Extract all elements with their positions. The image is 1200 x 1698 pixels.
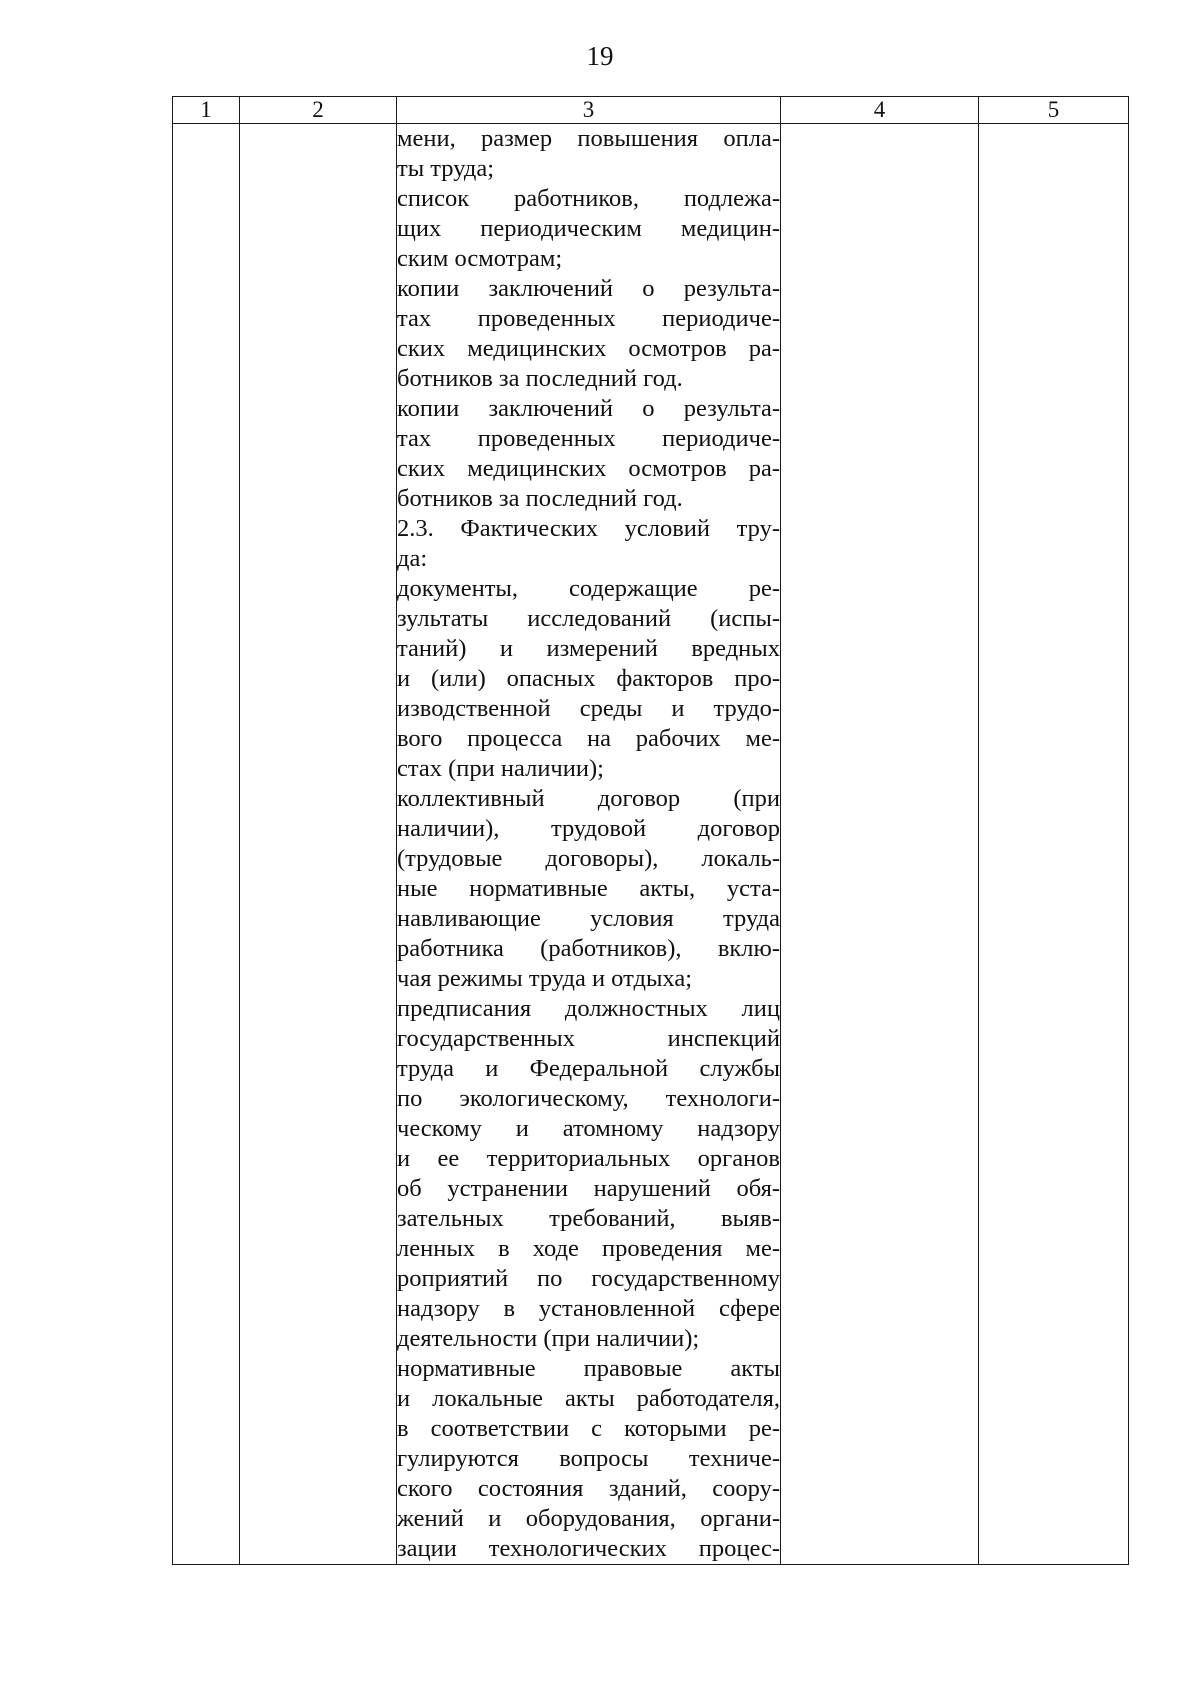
text-line: ским осмотрам; bbox=[397, 245, 563, 272]
text-line: деятельности (при наличии); bbox=[397, 1325, 700, 1352]
text-line: труда и Федеральной службы bbox=[397, 1055, 780, 1082]
header-col-2: 2 bbox=[240, 97, 397, 124]
text-line: предписания должностных лиц bbox=[397, 995, 780, 1022]
header-col-3: 3 bbox=[397, 97, 781, 124]
text-line: надзору в установленной сфере bbox=[397, 1295, 780, 1322]
page-number: 19 bbox=[586, 41, 614, 71]
text-line: чая режимы труда и отдыха; bbox=[397, 965, 693, 992]
text-line: об устранении нарушений обя- bbox=[397, 1175, 780, 1202]
text-line: ских медицинских осмотров ра- bbox=[397, 335, 780, 362]
cell-col-2 bbox=[240, 124, 397, 1565]
cell-col-1 bbox=[173, 124, 240, 1565]
text-line: ные нормативные акты, уста- bbox=[397, 875, 780, 902]
text-line: таний) и измерений вредных bbox=[397, 635, 780, 662]
document-table bbox=[172, 96, 1129, 1565]
text-line: коллективный договор (при bbox=[397, 785, 780, 812]
text-line: зательных требований, выяв- bbox=[397, 1205, 780, 1232]
text-line: наличии), трудовой договор bbox=[397, 815, 780, 842]
text-line: ботников за последний год. bbox=[397, 365, 683, 392]
cell-col-3-text bbox=[397, 124, 781, 1565]
text-line: щих периодическим медицин- bbox=[397, 215, 780, 242]
text-line: и локальные акты работодателя, bbox=[397, 1385, 780, 1412]
text-line: вого процесса на рабочих ме- bbox=[397, 725, 780, 752]
text-line: ботников за последний год. bbox=[397, 485, 683, 512]
text-line: и ее территориальных органов bbox=[397, 1145, 780, 1172]
text-line: ты труда; bbox=[397, 155, 495, 182]
text-line: ленных в ходе проведения ме- bbox=[397, 1235, 780, 1262]
text-line: зации технологических процес- bbox=[397, 1535, 780, 1562]
text-line: (трудовые договоры), локаль- bbox=[397, 845, 780, 872]
text-line: государственных инспекций bbox=[397, 1025, 780, 1052]
cell-col-4 bbox=[781, 124, 979, 1565]
table-header-row bbox=[173, 97, 1129, 124]
text-line: мени, размер повышения опла- bbox=[397, 125, 780, 152]
header-col-1: 1 bbox=[173, 97, 240, 124]
text-line: жений и оборудования, органи- bbox=[397, 1505, 780, 1532]
text-line: ских медицинских осмотров ра- bbox=[397, 455, 780, 482]
text-line: тах проведенных периодиче- bbox=[397, 425, 780, 452]
text-line: документы, содержащие ре- bbox=[397, 575, 780, 602]
text-line: 2.3. Фактических условий тру- bbox=[397, 515, 780, 542]
text-line: список работников, подлежа- bbox=[397, 185, 780, 212]
text-line: да: bbox=[397, 545, 428, 572]
text-line: ческому и атомному надзору bbox=[397, 1115, 780, 1142]
text-line: по экологическому, технологи- bbox=[397, 1085, 780, 1112]
text-line: изводственной среды и трудо- bbox=[397, 695, 780, 722]
text-line: тах проведенных периодиче- bbox=[397, 305, 780, 332]
header-col-4: 4 bbox=[781, 97, 979, 124]
text-line: ского состояния зданий, соору- bbox=[397, 1475, 780, 1502]
cell-col-5 bbox=[979, 124, 1129, 1565]
text-line: гулируются вопросы техниче- bbox=[397, 1445, 780, 1472]
text-line: копии заключений о результа- bbox=[397, 275, 780, 302]
text-line: работника (работников), вклю- bbox=[397, 935, 780, 962]
table-row bbox=[173, 124, 1129, 1565]
text-line: зультаты исследований (испы- bbox=[397, 605, 780, 632]
text-line: в соответствии с которыми ре- bbox=[397, 1415, 780, 1442]
text-line: навливающие условия труда bbox=[397, 905, 780, 932]
text-line: нормативные правовые акты bbox=[397, 1355, 780, 1382]
text-line: стах (при наличии); bbox=[397, 755, 604, 782]
text-line: и (или) опасных факторов про- bbox=[397, 665, 780, 692]
text-line: копии заключений о результа- bbox=[397, 395, 780, 422]
header-col-5: 5 bbox=[979, 97, 1129, 124]
text-line: роприятий по государственному bbox=[397, 1265, 780, 1292]
